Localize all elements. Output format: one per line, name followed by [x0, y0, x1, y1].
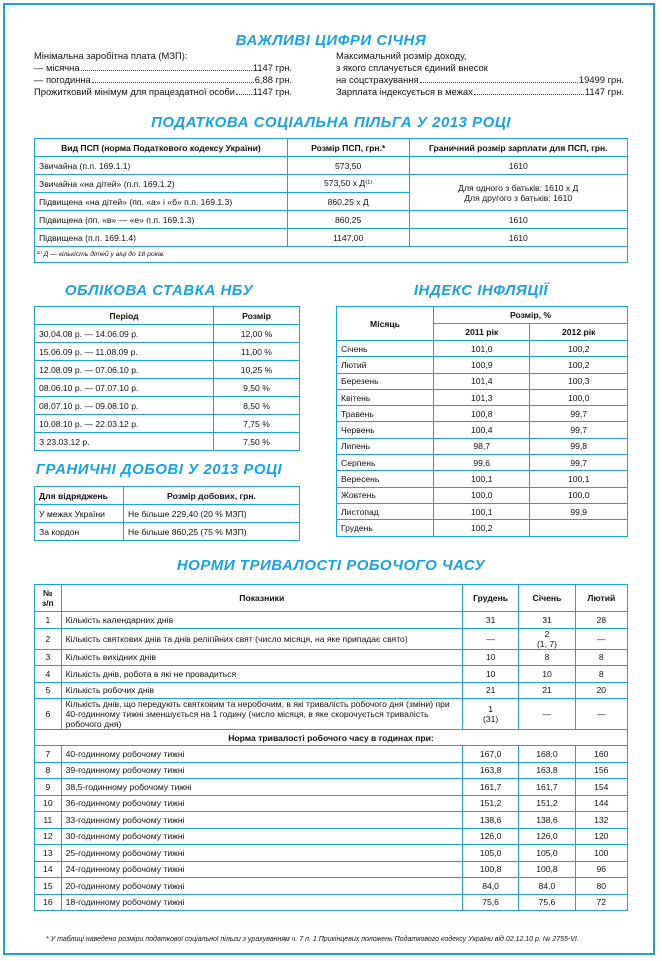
indicator-label: Кількість робочих днів [61, 682, 462, 699]
indicator-value: 75,6 [462, 894, 518, 911]
allowance-value: Не більше 860,25 (75 % МЗП) [124, 523, 300, 541]
table-row [35, 762, 628, 779]
indicator-label: 36-годинному робочому тижні [61, 795, 462, 812]
table-row [337, 438, 628, 454]
nbu-rate-table [34, 306, 300, 451]
rate-value: 7,50 % [214, 433, 300, 451]
figure-label: Прожитковий мінімум для працездатної особи [34, 86, 236, 97]
table-row [35, 699, 628, 730]
indicator-value: 96 [575, 861, 627, 878]
indicator-value: 12 [35, 828, 62, 845]
figure-label: Максимальний розмір доходу, [336, 50, 467, 61]
figure-value: 6,88 грн. [254, 74, 292, 85]
table-row [35, 379, 300, 397]
indicator-value: — [575, 699, 627, 730]
section-title-nbu-rate: ОБЛІКОВА СТАВКА НБУ [64, 282, 254, 299]
column-header: Лютий [575, 585, 627, 612]
inflation-month: Травень [337, 406, 434, 422]
column-header: 2012 рік [530, 324, 628, 341]
section-title-tax-benefit: ПОДАТКОВА СОЦІАЛЬНА ПІЛЬГА У 2013 РОЦІ [151, 114, 511, 131]
inflation-2012: 100,2 [530, 341, 628, 357]
table-header-row [35, 487, 300, 505]
column-header: Період [35, 307, 214, 325]
inflation-2012: 99,9 [530, 503, 628, 519]
section-title-daily-allowance: ГРАНИЧНІ ДОБОВІ У 2013 РОЦІ [35, 461, 283, 478]
column-header: Розмір [214, 307, 300, 325]
inflation-month: Листопад [337, 503, 434, 519]
indicator-value: 168,0 [519, 746, 575, 763]
indicator-value: 3 [35, 649, 62, 666]
subheader-row [35, 730, 628, 746]
inflation-month: Грудень [337, 520, 434, 536]
daily-allowance-table [34, 486, 300, 541]
figure-label: з якого сплачується єдиний внесок [336, 62, 488, 73]
indicator-value: 21 [462, 682, 518, 699]
table-row [35, 628, 628, 649]
table-row [35, 415, 300, 433]
trip-type: За кордон [35, 523, 124, 541]
inflation-month: Квітень [337, 389, 434, 405]
indicator-label: 30-годинному робочому тижні [61, 828, 462, 845]
table-row [337, 487, 628, 503]
figure-value: 1147 грн. [584, 86, 624, 97]
dot-leader [420, 74, 578, 83]
table-row [35, 812, 628, 829]
benefit-limit: Для другого з батьків: 1610 [464, 192, 573, 203]
inflation-month: Жовтень [337, 487, 434, 503]
rate-period: 12.08.09 р. — 07.06.10 р. [35, 361, 214, 379]
figure-line [336, 62, 624, 74]
table-header-row [35, 139, 628, 157]
column-header: Розмір ПСП, грн.* [287, 139, 409, 157]
rate-period: 10.08.10 р. — 22.03.12 р. [35, 415, 214, 433]
indicator-label: 20-годинному робочому тижні [61, 878, 462, 895]
indicator-value: 84,0 [462, 878, 518, 895]
indicator-label: Кількість днів, робота в які не провадиться [61, 666, 462, 683]
indicator-value: 7 [35, 746, 62, 763]
table-row [35, 612, 628, 629]
rate-value: 7,75 % [214, 415, 300, 433]
indicator-value: 138,6 [519, 812, 575, 829]
figure-label: Зарплата індексується в межах [336, 86, 473, 97]
benefit-limit: 1610 [409, 229, 627, 247]
column-header: Вид ПСП (норма Податкового кодексу України) [35, 139, 288, 157]
rate-value: 11,00 % [214, 343, 300, 361]
inflation-month: Вересень [337, 471, 434, 487]
indicator-value: 80 [575, 878, 627, 895]
table-row [35, 229, 628, 247]
inflation-month: Січень [337, 341, 434, 357]
table-row [337, 471, 628, 487]
rate-value: 8,50 % [214, 397, 300, 415]
indicator-value: 20 [575, 682, 627, 699]
indicator-value: 105,0 [519, 845, 575, 862]
indicator-value: 31 [462, 612, 518, 629]
inflation-2011: 100,8 [434, 406, 530, 422]
indicator-value: 167,0 [462, 746, 518, 763]
inflation-2012: 99,7 [530, 406, 628, 422]
table-row [35, 361, 300, 379]
table-row [337, 341, 628, 357]
indicator-value: 105,0 [462, 845, 518, 862]
table-row [35, 343, 300, 361]
dot-leader [236, 86, 252, 95]
indicator-value: 6 [35, 699, 62, 730]
indicator-value: 132 [575, 812, 627, 829]
dot-leader [474, 86, 584, 95]
dot-leader [81, 62, 252, 71]
benefit-type: Звичайна «на дітей» (п.п. 169.1.2) [35, 175, 288, 193]
inflation-2012: 99,8 [530, 438, 628, 454]
indicator-value: 10 [35, 795, 62, 812]
inflation-month: Лютий [337, 357, 434, 373]
important-figures-right [336, 50, 624, 98]
benefit-type: Підвищена (п.п. 169.1.4) [35, 229, 288, 247]
indicator-value: 100 [575, 845, 627, 862]
indicator-value: 10 [462, 649, 518, 666]
allowance-value: Не більше 229,40 (20 % МЗП) [124, 505, 300, 523]
column-header: № з/п [35, 585, 62, 612]
section-title-important-figures: ВАЖЛИВІ ЦИФРИ СІЧНЯ [235, 32, 427, 49]
indicator-value: — [462, 628, 518, 649]
inflation-2011: 100,1 [434, 471, 530, 487]
indicator-value: 14 [35, 861, 62, 878]
figure-line [336, 86, 624, 98]
table-row [337, 389, 628, 405]
indicator-value: 4 [35, 666, 62, 683]
benefit-type: Звичайна (п.п. 169.1.1) [35, 157, 288, 175]
column-header: Показники [61, 585, 462, 612]
benefit-limit: 1610 [409, 211, 627, 229]
inflation-table [336, 306, 628, 537]
table-row [35, 779, 628, 796]
table-row [337, 503, 628, 519]
column-header: Розмір, % [434, 307, 628, 324]
benefit-type: Підвищена (пп. «в» — «е» п.п. 169.1.3) [35, 211, 288, 229]
tax-benefit-footnote: ⁽¹⁾ Д — кількість дітей у віці до 18 років. [36, 251, 165, 258]
indicator-value: 1 [35, 612, 62, 629]
inflation-2011: 99,6 [434, 455, 530, 471]
column-header: Розмір добових, грн. [124, 487, 300, 505]
table-row [35, 157, 628, 175]
indicator-label: 38,5-годинному робочому тижні [61, 779, 462, 796]
table-row [35, 211, 628, 229]
indicator-value: 154 [575, 779, 627, 796]
inflation-2011: 100,4 [434, 422, 530, 438]
figure-line [34, 62, 292, 74]
inflation-2011: 98,7 [434, 438, 530, 454]
inflation-2011: 101,3 [434, 389, 530, 405]
benefit-size: 860,25 х Д [287, 193, 409, 211]
indicator-label: 25-годинному робочому тижні [61, 845, 462, 862]
table-row [35, 682, 628, 699]
indicator-value: 13 [35, 845, 62, 862]
inflation-2011: 100,1 [434, 503, 530, 519]
indicator-value: 5 [35, 682, 62, 699]
bottom-footnote: * У таблиці наведено розміри податкової соціальної пільги з урахуванням ч. 7 п. 1 Прикінцевих положень Податкового кодексу України від 02.12.10 р. № 2755-VI. [46, 936, 579, 943]
table-row [35, 433, 300, 451]
indicator-value: 10 [462, 666, 518, 683]
table-header-row [35, 585, 628, 612]
indicator-value: 84,0 [519, 878, 575, 895]
table-row [337, 520, 628, 536]
benefit-size: 573,50 [287, 157, 409, 175]
rate-period: 08.06.10 р. — 07.07.10 р. [35, 379, 214, 397]
column-header: Місяць [337, 307, 434, 341]
table-header-row [337, 307, 628, 324]
indicator-value: 151,2 [519, 795, 575, 812]
indicator-value: 100,8 [462, 861, 518, 878]
table-header-row [35, 307, 300, 325]
figure-line [34, 74, 292, 86]
indicator-value: 138,6 [462, 812, 518, 829]
indicator-value: 8 [575, 666, 627, 683]
figure-line [336, 74, 624, 86]
inflation-2011: 100,0 [434, 487, 530, 503]
indicator-value: 120 [575, 828, 627, 845]
figure-label: на соцстрахування [336, 74, 419, 85]
rate-value: 9,50 % [214, 379, 300, 397]
indicator-label: 24-годинному робочому тижні [61, 861, 462, 878]
indicator-value: 126,0 [462, 828, 518, 845]
indicator-label: Кількість святкових днів та днів релігійних свят (число місяця, на яке припадає свято) [61, 628, 462, 649]
indicator-value: 163,8 [519, 762, 575, 779]
table-row [35, 845, 628, 862]
table-row [35, 828, 628, 845]
indicator-value: — [519, 699, 575, 730]
table-row [35, 878, 628, 895]
table-row [35, 861, 628, 878]
rate-value: 10,25 % [214, 361, 300, 379]
inflation-2011: 100,9 [434, 357, 530, 373]
indicator-label: 33-годинному робочому тижні [61, 812, 462, 829]
figure-label: Мінімальна заробітна плата (МЗП): [34, 50, 188, 61]
benefit-type: Підвищена «на дітей» (пп. «а» і «б» п.п. 169.1.3) [35, 193, 288, 211]
inflation-2012: 100,1 [530, 471, 628, 487]
indicator-value: 144 [575, 795, 627, 812]
indicator-value: 15 [35, 878, 62, 895]
benefit-limit-merged [409, 175, 627, 211]
table-row [337, 357, 628, 373]
subheader: Норма тривалості робочого часу в годинах при: [35, 730, 628, 746]
table-row [35, 505, 300, 523]
table-row [337, 422, 628, 438]
indicator-label: Кількість вихідних днів [61, 649, 462, 666]
table-row [35, 325, 300, 343]
column-header: Грудень [462, 585, 518, 612]
indicator-value: 156 [575, 762, 627, 779]
indicator-value: 72 [575, 894, 627, 911]
tax-benefit-table [34, 138, 628, 263]
column-header: Для відряджень [35, 487, 124, 505]
inflation-2011: 100,2 [434, 520, 530, 536]
figure-line [34, 86, 292, 98]
inflation-2011: 101,0 [434, 341, 530, 357]
benefit-size: 573,50 х Д⁽¹⁾ [287, 175, 409, 193]
inflation-2012: 100,3 [530, 373, 628, 389]
indicator-label: 18-годинному робочому тижні [61, 894, 462, 911]
indicator-label: 39-годинному робочому тижні [61, 762, 462, 779]
table-row [35, 523, 300, 541]
indicator-value: 151,2 [462, 795, 518, 812]
indicator-value: 2 [35, 628, 62, 649]
rate-value: 12,00 % [214, 325, 300, 343]
column-header: Граничний розмір зарплати для ПСП, грн. [409, 139, 627, 157]
important-figures-left [34, 50, 292, 98]
indicator-value: 8 [35, 762, 62, 779]
indicator-value: — [575, 628, 627, 649]
indicator-value: 10 [519, 666, 575, 683]
figure-value: 19499 грн. [578, 74, 624, 85]
inflation-2012: 100,2 [530, 357, 628, 373]
table-row [337, 406, 628, 422]
column-header: 2011 рік [434, 324, 530, 341]
dot-leader [92, 74, 254, 83]
indicator-label: 40-годинному робочому тижні [61, 746, 462, 763]
inflation-2011: 101,4 [434, 373, 530, 389]
table-row [35, 649, 628, 666]
table-row [337, 373, 628, 389]
benefit-limit: Для одного з батьків: 1610 х Д [458, 182, 579, 193]
inflation-2012: 99,7 [530, 422, 628, 438]
benefit-size: 860,25 [287, 211, 409, 229]
inflation-month: Липень [337, 438, 434, 454]
indicator-value: 161,7 [519, 779, 575, 796]
table-row [35, 894, 628, 911]
figure-label: — місячна [34, 62, 80, 73]
section-title-working-time: НОРМИ ТРИВАЛОСТІ РОБОЧОГО ЧАСУ [176, 557, 486, 574]
inflation-2012 [530, 520, 628, 536]
indicator-value: 75,6 [519, 894, 575, 911]
rate-period: 08.07.10 р. — 09.08.10 р. [35, 397, 214, 415]
indicator-value: 31 [519, 612, 575, 629]
benefit-limit: 1610 [409, 157, 627, 175]
rate-period: З 23.03.12 р. [35, 433, 214, 451]
indicator-value: 8 [575, 649, 627, 666]
trip-type: У межах України [35, 505, 124, 523]
table-row [35, 666, 628, 683]
column-header: Січень [519, 585, 575, 612]
inflation-month: Червень [337, 422, 434, 438]
table-row [35, 175, 628, 193]
benefit-size: 1147,00 [287, 229, 409, 247]
inflation-month: Серпень [337, 455, 434, 471]
rate-period: 30.04.08 р. — 14.06.09 р. [35, 325, 214, 343]
inflation-month: Березень [337, 373, 434, 389]
figure-value: 1147 грн. [252, 62, 292, 73]
indicator-value: 100,8 [519, 861, 575, 878]
figure-value: 1147 грн. [252, 86, 292, 97]
indicator-value: 126,0 [519, 828, 575, 845]
inflation-2012: 100,0 [530, 389, 628, 405]
indicator-value: 161,7 [462, 779, 518, 796]
inflation-2012: 100,0 [530, 487, 628, 503]
figure-line [336, 50, 624, 62]
table-row [337, 455, 628, 471]
figure-label: — погодинна [34, 74, 91, 85]
indicator-label: Кількість днів, що передують святковим та неробочим, в які тривалість робочого дня (зміни) при 40-годинному тижні зменшується на 1 годину (число місяця, в яке скорочується тривалість робочого дня) [61, 699, 462, 730]
table-row [35, 397, 300, 415]
indicator-label: Кількість календарних днів [61, 612, 462, 629]
indicator-value: 11 [35, 812, 62, 829]
rate-period: 15.06.09 р. — 11.08.09 р. [35, 343, 214, 361]
inflation-2012: 99,7 [530, 455, 628, 471]
indicator-value: 9 [35, 779, 62, 796]
indicator-value: 2 (1, 7) [519, 628, 575, 649]
table-row [35, 746, 628, 763]
working-time-table [34, 584, 628, 911]
indicator-value: 28 [575, 612, 627, 629]
indicator-value: 1 (31) [462, 699, 518, 730]
figure-line [34, 50, 292, 62]
indicator-value: 8 [519, 649, 575, 666]
table-row [35, 795, 628, 812]
indicator-value: 163,8 [462, 762, 518, 779]
section-title-inflation: ІНДЕКС ІНФЛЯЦІЇ [413, 282, 549, 299]
indicator-value: 160 [575, 746, 627, 763]
indicator-value: 21 [519, 682, 575, 699]
indicator-value: 16 [35, 894, 62, 911]
